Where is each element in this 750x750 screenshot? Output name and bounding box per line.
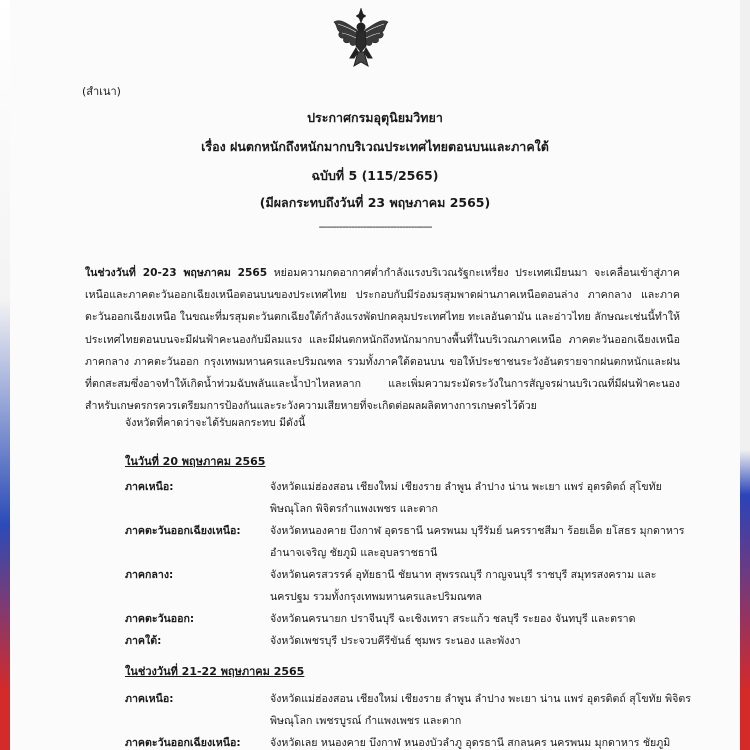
body-lead-date: ในช่วงวันที่ 20-23 พฤษภาคม 2565 (85, 267, 268, 279)
region-name: ภาคเหนือ: (125, 693, 174, 705)
region-provinces: จังหวัดเพชรบุรี ประจวบคีรีขันธ์ ชุมพร ระนอง และพังงา (270, 635, 521, 647)
period-heading: ในวันที่ 20 พฤษภาคม 2565 (125, 455, 266, 468)
body-text: หย่อมความกดอากาศต่ำกำลังแรงบริเวณรัฐกะเหรี่ยง ประเทศเมียนมา จะเคลื่อนเข้าสู่ภาคเหนือและภาคตะวันออกเฉียงเหนือตอนบนของประเทศไทย ประกอบกับมีร่องมรสุมพาดผ่านภาคเหนือตอนล่าง ภาคกลาง และภาคตะวันออกเฉียงเหนือ ในขณะที่มรสุมตะวันตกเฉียงใต้กำลังแรงพัดปกคลุมประเทศไทย ทะเลอันดามัน และอ่าวไทย ลักษณะเช่นนี้ทำให้ประเทศไทยตอนบนจะมีฝนฟ้าคะนองกับมีลมแรง และมีฝนตกหนักถึงหนักมากบางพื้นที่ในบริเวณภาคเหนือ ภาคตะวันออกเฉียงเหนือ ภาคกลาง ภาคตะวันออก กรุงเทพมหานครและปริมณฑล รวมทั้งภาคใต้ตอนบน ขอให้ประชาชนระวังอันตรายจากฝนตกหนักและฝนที่ตกสะสมซึ่งอาจทำให้เกิดน้ำท่วมฉับพลันและน้ำป่าไหลหลาก และเพิ่มความระมัดระวังในการสัญจรผ่านบริเวณที่มีฝนฟ้าคะนอง สำหรับเกษตรกรควรเตรียมการป้องกันและระวังความเสียหายที่จะเกิดต่อผลผลิตทางการเกษตรไว้ด้วย (85, 267, 681, 413)
region-provinces: จังหวัดนครสวรรค์ อุทัยธานี ชัยนาท สุพรรณบุรี กาญจนบุรี ราชบุรี สมุทรสงคราม และนครปฐม รวมทั้งกรุงเทพมหานครและปริมณฑล (270, 569, 657, 603)
region-provinces: จังหวัดแม่ฮ่องสอน เชียงใหม่ เชียงราย ลำพูน ลำปาง พะเยา น่าน แพร่ อุตรดิตถ์ สุโขทัย พิจิตร พิษณุโลก เพชรบูรณ์ กำแพงเพชร และตาก (270, 693, 691, 727)
announcement-issue-number: ฉบับที่ 5 (115/2565) (311, 168, 439, 183)
title-separator: -------------------------------------- (318, 220, 432, 233)
announcement-effective-date: (มีผลกระทบถึงวันที่ 23 พฤษภาคม 2565) (259, 195, 491, 210)
region-provinces: จังหวัดหนองคาย บึงกาฬ อุดรธานี นครพนม บุรีรัมย์ นครราชสีมา ร้อยเอ็ด ยโสธร มุกดาหาร อำนาจเจริญ ชัยภูมิ และอุบลราชธานี (270, 525, 685, 559)
garuda-emblem-icon (332, 6, 390, 72)
copy-label: (สำเนา) (82, 85, 121, 98)
region-provinces: จังหวัดเลย หนองคาย บึงกาฬ หนองบัวลำภู อุดรธานี สกลนคร นครพนม มุกดาหาร ชัยภูมิ (270, 737, 671, 749)
region-name: ภาคตะวันออกเฉียงเหนือ: (125, 525, 241, 537)
region-name: ภาคกลาง: (125, 569, 174, 581)
period-heading: ในช่วงวันที่ 21-22 พฤษภาคม 2565 (125, 665, 305, 678)
announcement-org-title: ประกาศกรมอุตุนิยมวิทยา (307, 110, 443, 125)
announcement-body (85, 262, 680, 417)
announcement-subject: เรื่อง ฝนตกหนักถึงหนักมากบริเวณประเทศไทยตอนบนและภาคใต้ (201, 139, 549, 154)
affected-provinces-intro: จังหวัดที่คาดว่าจะได้รับผลกระทบ มีดังนี้ (125, 417, 306, 429)
region-name: ภาคใต้: (125, 635, 162, 647)
region-name: ภาคตะวันออกเฉียงเหนือ: (125, 737, 241, 749)
region-name: ภาคเหนือ: (125, 481, 174, 493)
region-provinces: จังหวัดนครนายก ปราจีนบุรี ฉะเชิงเทรา สระแก้ว ชลบุรี ระยอง จันทบุรี และตราด (270, 613, 636, 625)
region-provinces: จังหวัดแม่ฮ่องสอน เชียงใหม่ เชียงราย ลำพูน ลำปาง น่าน พะเยา แพร่ อุตรดิตถ์ สุโขทัย พิษณุโลก พิจิตรกำแพงเพชร และตาก (270, 481, 662, 515)
region-name: ภาคตะวันออก: (125, 613, 195, 625)
announcement-document (10, 0, 740, 750)
